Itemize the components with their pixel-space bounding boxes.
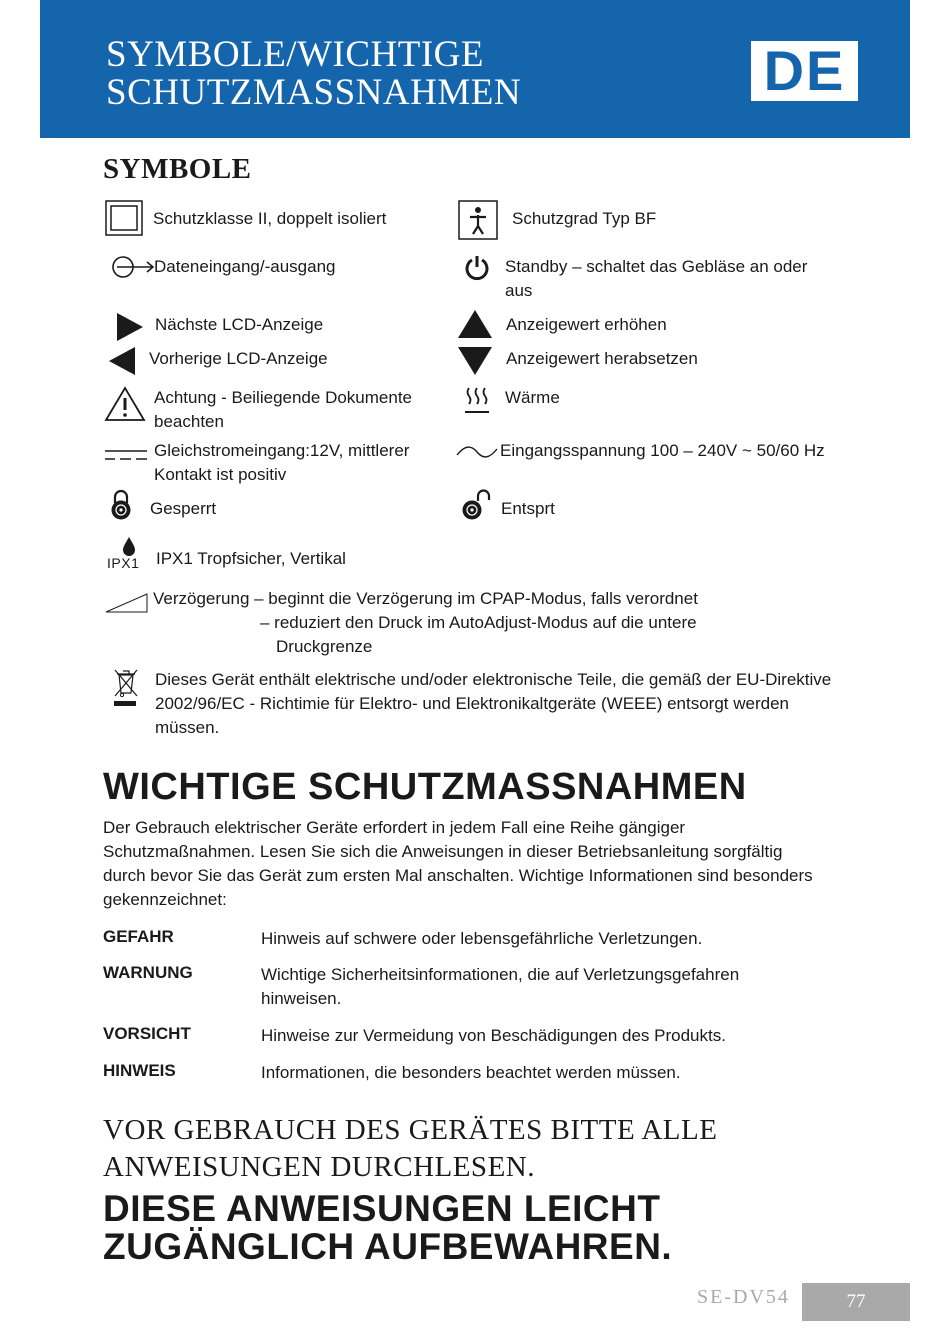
symbol-item: Wärme xyxy=(464,386,794,410)
symbol-item: Vorherige LCD-Anzeige xyxy=(108,347,438,371)
triangle-up-icon xyxy=(458,310,492,338)
read-instructions-notice xyxy=(103,1112,717,1186)
definition-gefahr: Hinweis auf schwere oder lebensgefährliche Verletzungen. xyxy=(261,929,703,948)
symbol-item: Achtung - Beiliegende Dokumente beachten xyxy=(104,386,444,434)
symbol-item: Schutzklasse II, doppelt isoliert xyxy=(105,200,435,231)
warning-triangle-icon xyxy=(104,386,146,422)
symbol-item: Dieses Gerät enthält elektrische und/oder elektronische Teile, die gemäß der EU-Direktive 2002/96/EC - Richtimie für Elektro- und Elektronikaltgeräte (WEEE) entsorgt werden müssen. xyxy=(112,668,832,740)
read-instructions-line-2: ANWEISUNGEN DURCHLESEN. xyxy=(103,1151,535,1183)
definition-vorsicht: Hinweise zur Vermeidung von Beschädigungen des Produkts. xyxy=(261,1026,726,1045)
symbol-item: Anzeigewert herabsetzen xyxy=(458,347,788,371)
page-title xyxy=(106,36,521,112)
term-vorsicht: VORSICHT xyxy=(103,1024,191,1043)
keep-instructions-line-2: ZUGÄNGLICH AUFBEWAHREN. xyxy=(103,1226,673,1267)
page-number: 77 xyxy=(802,1283,910,1321)
model-number: SE-DV54 xyxy=(697,1286,790,1308)
ipx1-icon-text: IPX1 xyxy=(107,555,140,571)
safety-intro: Der Gebrauch elektrischer Geräte erfordert in jedem Fall eine Reihe gängiger Schutzmaßnahmen. Lesen Sie sich die Anweisungen in dieser Betriebsanleitung sorgfältig durch bevor Sie das Gerät zum ersten Mal anschalten. Wichtige Informationen sind besonders gekennzeichnet: xyxy=(103,818,813,909)
triangle-right-icon xyxy=(116,313,144,341)
symbol-item: Eingangsspannung 100 – 240V ~ 50/60 Hz xyxy=(455,439,875,463)
symbol-item: Anzeigewert erhöhen xyxy=(458,313,788,337)
symbol-item: Schutzgrad Typ BF xyxy=(458,200,838,231)
triangle-left-icon xyxy=(108,347,136,375)
power-standby-icon xyxy=(464,255,490,281)
read-instructions-line-1: VOR GEBRAUCH DES GERÄTES BITTE ALLE xyxy=(103,1114,718,1146)
heat-icon xyxy=(464,386,490,416)
padlock-locked-icon xyxy=(110,489,132,521)
symbol-item: Entsprt xyxy=(461,489,791,521)
data-io-icon xyxy=(111,255,155,279)
person-type-bf-icon xyxy=(458,200,498,240)
symbol-item: Nächste LCD-Anzeige xyxy=(116,313,446,337)
triangle-down-icon xyxy=(458,347,492,375)
keep-instructions-line-1: DIESE ANWEISUNGEN LEICHT xyxy=(103,1188,661,1229)
term-warnung: WARNUNG xyxy=(103,963,193,982)
padlock-unlocked-icon xyxy=(461,489,491,521)
drop-ipx1-icon xyxy=(107,537,151,573)
symbol-item: Standby – schaltet das Gebläse an oder aus xyxy=(464,255,834,303)
page-title-line-2: SCHUTZMASSNAHMEN xyxy=(106,72,522,113)
page-title-line-1: SYMBOLE/WICHTIGE xyxy=(106,34,484,75)
symbol-item: Verzögerung – beginnt die Verzögerung im CPAP-Modus, falls verordnet – reduziert den Druck im AutoAdjust-Modus auf die untere Druckgrenze xyxy=(105,587,805,659)
term-hinweis: HINWEIS xyxy=(103,1061,176,1080)
definition-hinweis: Informationen, die besonders beachtet werden müssen. xyxy=(261,1063,681,1082)
safety-heading: WICHTIGE SCHUTZMASSNAHMEN xyxy=(103,766,747,808)
ac-wave-icon xyxy=(455,445,499,459)
term-gefahr: GEFAHR xyxy=(103,927,174,946)
double-square-icon xyxy=(105,200,143,236)
symbol-item: Gesperrt xyxy=(110,489,440,521)
header-banner xyxy=(40,0,910,138)
symbol-item: Dateneingang/-ausgang xyxy=(111,255,441,279)
keep-instructions-notice xyxy=(103,1190,672,1266)
symbols-heading: SYMBOLE xyxy=(103,153,252,185)
language-badge: DE xyxy=(751,41,858,101)
definition-warnung: Wichtige Sicherheitsinformationen, die auf Verletzungsgefahren hinweisen. xyxy=(261,965,740,1008)
symbol-item: IPX1 IPX1 Tropfsicher, Vertikal xyxy=(107,537,437,571)
ramp-icon xyxy=(105,592,149,614)
dc-current-icon xyxy=(104,447,148,463)
weee-crossed-bin-icon xyxy=(112,668,140,708)
symbol-item: Gleichstromeingang:12V, mittlerer Kontakt ist positiv xyxy=(104,439,444,487)
